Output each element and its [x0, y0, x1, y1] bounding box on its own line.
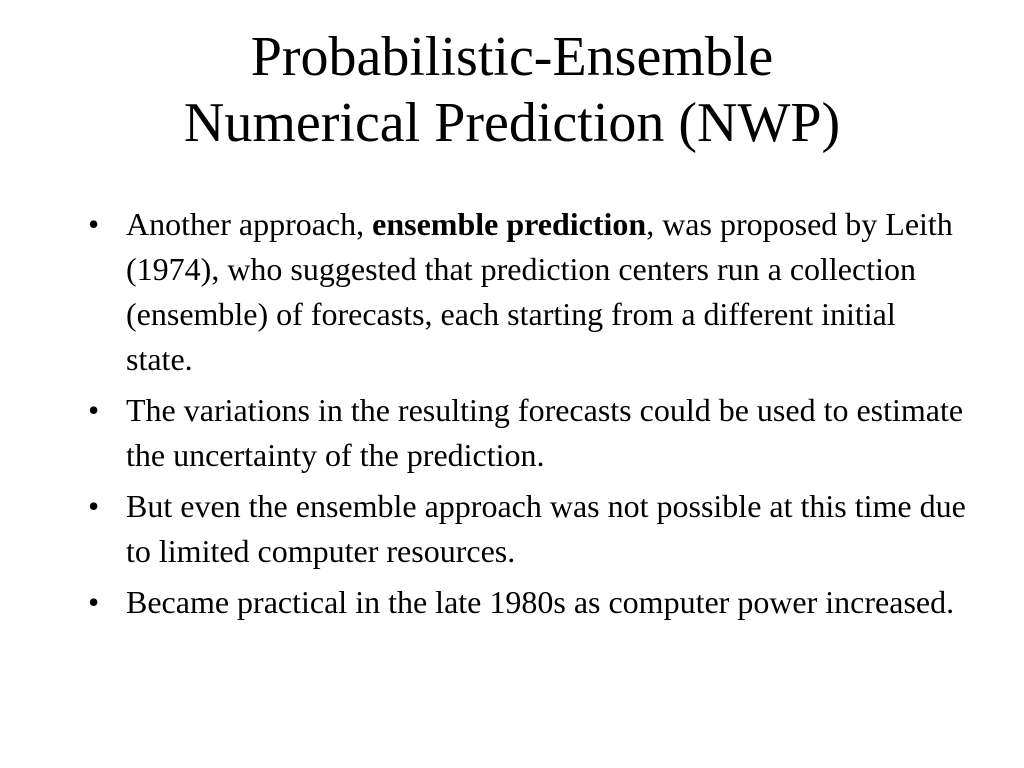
bullet-item-practical-1980s: [88, 580, 968, 625]
bullet-item-variations: [88, 388, 968, 478]
slide-title-line-1: Probabilistic-Ensemble: [250, 26, 774, 88]
bullet-text: Became practical in the late 1980s as computer power increased.: [126, 584, 955, 620]
bullet-item-limited-resources: [88, 484, 968, 574]
bullet-text-pre: Another approach,: [126, 206, 373, 242]
slide-title-line-2: Numerical Prediction (NWP): [183, 92, 841, 154]
bullet-text: The variations in the resulting forecasts could be used to estimate the uncertainty of the prediction.: [126, 392, 964, 473]
bullet-icon: •: [88, 392, 100, 428]
bullet-item-ensemble-prediction: [88, 202, 968, 382]
slide-title: [60, 24, 964, 156]
bullet-icon: •: [88, 206, 100, 242]
bullet-list: [88, 202, 968, 631]
bullet-icon: •: [88, 488, 100, 524]
bullet-text-post: , was proposed by Leith (1974), who suggested that prediction centers run a collection (ensemble) of forecasts, each starting from a different initial state.: [126, 206, 953, 377]
bullet-text-emphasis: ensemble prediction: [372, 206, 647, 242]
bullet-text: But even the ensemble approach was not possible at this time due to limited computer resources.: [126, 488, 966, 569]
bullet-icon: •: [88, 584, 100, 620]
